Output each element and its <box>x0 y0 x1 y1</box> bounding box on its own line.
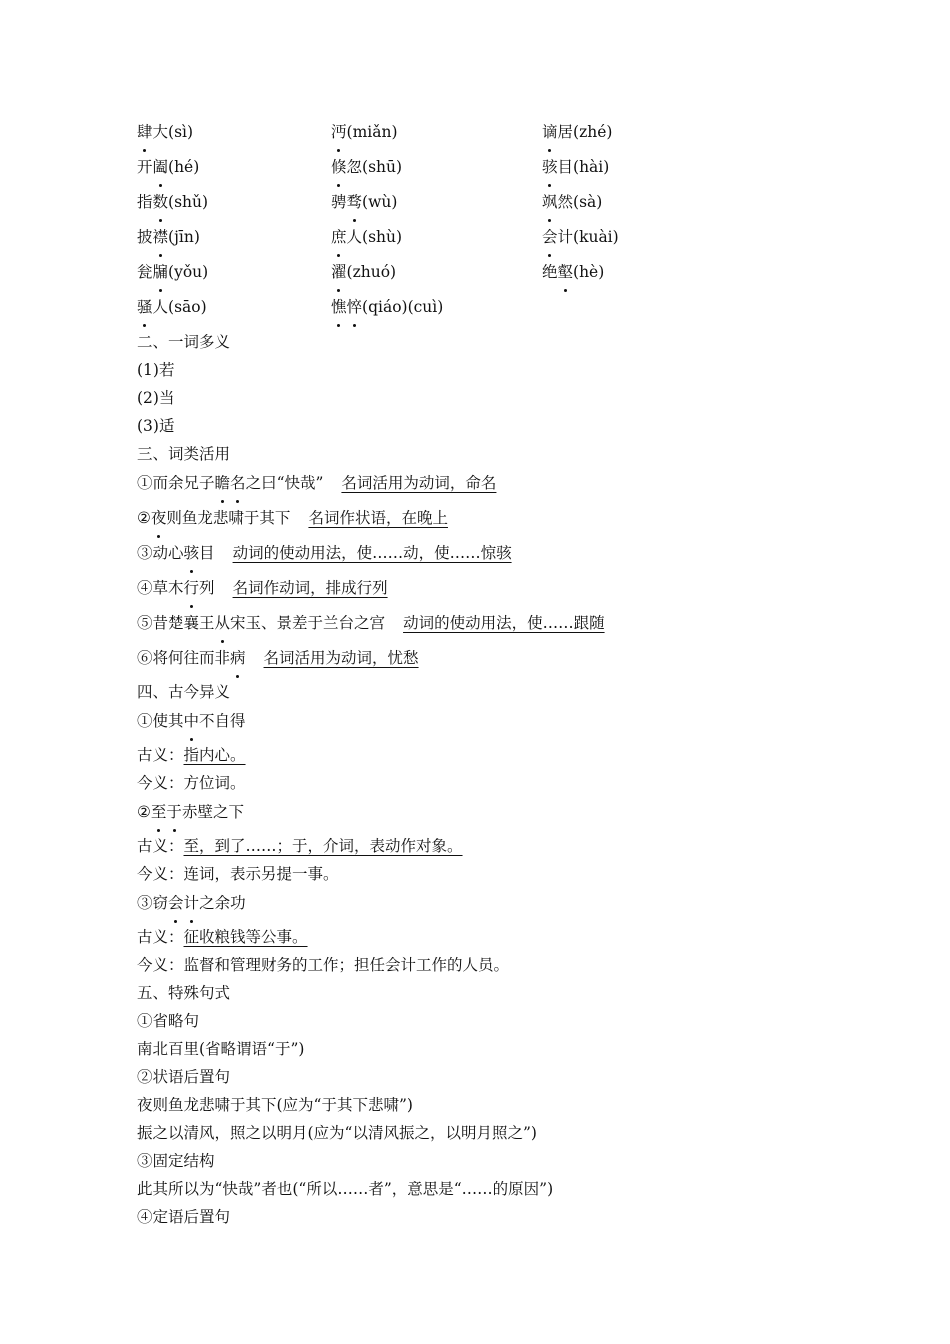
emphasis-dot-char: 骚 <box>137 293 153 322</box>
emphasis-dot-char: 瞻 <box>215 468 231 498</box>
polysemy-item: (2)当 <box>137 389 175 407</box>
emphasis-dot-char: 名 <box>230 468 246 498</box>
emphasis-dot-char: 夜 <box>151 503 167 533</box>
vocab-item: 会计(kuài) <box>542 223 742 258</box>
ancient-modern-phrase: ③窃会计之余功 <box>137 888 837 923</box>
page-content <box>137 118 837 1231</box>
emphasis-dot-char: 憔 <box>331 293 347 322</box>
answer-underlined: 指内心。 <box>183 746 246 764</box>
answer-underlined: 动词的使动用法，使……动，使……惊骇 <box>232 544 512 562</box>
ancient-meaning: 古义：至，到了……；于，介词，表动作对象。 <box>137 837 463 855</box>
emphasis-dot-char: 飒 <box>542 188 558 217</box>
vocab-item: 肆大(sì) <box>137 118 331 153</box>
emphasis-dot-char: 病 <box>230 643 246 673</box>
special-sentence-line: ③固定结构 <box>137 1152 215 1170</box>
emphasis-dot-char: 行 <box>184 573 200 603</box>
vocab-item: 谪居(zhé) <box>542 118 742 153</box>
vocab-item: 开阖(hé) <box>137 153 331 188</box>
vocab-item: 庶人(shù) <box>331 223 542 258</box>
emphasis-dot-char: 襟 <box>153 223 169 252</box>
emphasis-dot-char: 至 <box>151 797 167 827</box>
answer-underlined: 名词活用为动词，忧愁 <box>263 649 419 667</box>
polysemy-item: (1)若 <box>137 361 175 379</box>
word-class-item: ⑥将何往而非病 名词活用为动词，忧愁 <box>137 643 837 678</box>
emphasis-dot-char: 中 <box>184 706 200 736</box>
answer-underlined: 征收粮钱等公事。 <box>183 928 308 946</box>
vocab-item: 憔悴(qiáo)(cuì) <box>331 293 542 328</box>
section-heading-ancient-modern: 四、古今异义 <box>137 683 231 701</box>
answer-underlined: 至，到了……；于，介词，表动作对象。 <box>183 837 463 855</box>
emphasis-dot-char: 会 <box>542 223 558 252</box>
emphasis-dot-char: 壑 <box>558 258 574 287</box>
emphasis-dot-char: 计 <box>184 888 200 918</box>
word-class-item: ①而余兄子瞻名之曰“快哉” 名词活用为动词，命名 <box>137 468 837 503</box>
special-sentence-line: ②状语后置句 <box>137 1068 231 1086</box>
special-sentence-line: ①省略句 <box>137 1012 200 1030</box>
emphasis-dot-char: 倏 <box>331 153 347 182</box>
emphasis-dot-char: 阖 <box>153 153 169 182</box>
word-class-item: ⑤昔楚襄王从宋玉、景差于兰台之宫 动词的使动用法，使……跟随 <box>137 608 837 643</box>
section-heading-polysemy: 二、一词多义 <box>137 333 231 351</box>
vocab-item: 骇目(hài) <box>542 153 742 188</box>
modern-meaning: 今义：连词，表示另提一事。 <box>137 865 339 883</box>
emphasis-dot-char: 沔 <box>331 118 347 147</box>
emphasis-dot-char: 从 <box>215 608 231 638</box>
emphasis-dot-char: 骇 <box>542 153 558 182</box>
vocab-item: 飒然(sà) <box>542 188 742 223</box>
emphasis-dot-char: 悴 <box>347 293 363 322</box>
word-class-item: ③动心骇目 动词的使动用法，使……动，使……惊骇 <box>137 538 837 573</box>
vocab-item: 绝壑(hè) <box>542 258 742 293</box>
emphasis-dot-char: 庶 <box>331 223 347 252</box>
vocab-grid <box>137 118 837 328</box>
section-heading-word-class: 三、词类活用 <box>137 445 231 463</box>
answer-underlined: 名词作动词，排成行列 <box>232 579 388 597</box>
ancient-modern-phrase: ②至于赤壁之下 <box>137 797 837 832</box>
special-sentence-line: 此其所以为“快哉”者也(“所以……者”，意思是“……的原因”) <box>137 1180 554 1198</box>
word-class-item: ②夜则鱼龙悲啸于其下 名词作状语，在晚上 <box>137 503 837 538</box>
word-class-item: ④草木行列 名词作动词，排成行列 <box>137 573 837 608</box>
emphasis-dot-char: 于 <box>166 797 182 827</box>
emphasis-dot-char: 谪 <box>542 118 558 147</box>
vocab-item: 瓮牖(yǒu) <box>137 258 331 293</box>
ancient-meaning: 古义：征收粮钱等公事。 <box>137 928 308 946</box>
emphasis-dot-char: 数 <box>153 188 169 217</box>
special-sentence-line: 振之以清风，照之以明月(应为“以清风振之，以明月照之”) <box>137 1124 537 1142</box>
special-sentence-line: 夜则鱼龙悲啸于其下(应为“于其下悲啸”) <box>137 1096 413 1114</box>
emphasis-dot-char: 骇 <box>184 538 200 568</box>
emphasis-dot-char <box>151 803 182 821</box>
answer-underlined: 名词活用为动词，命名 <box>341 474 497 492</box>
vocab-item: 倏忽(shū) <box>331 153 542 188</box>
modern-meaning: 今义：方位词。 <box>137 774 246 792</box>
vocab-item: 指数(shǔ) <box>137 188 331 223</box>
vocab-item: 濯(zhuó) <box>331 258 542 293</box>
special-sentence-line: ④定语后置句 <box>137 1208 231 1226</box>
emphasis-dot-char <box>168 894 199 912</box>
emphasis-dot-char: 牖 <box>153 258 169 287</box>
polysemy-item: (3)适 <box>137 417 175 435</box>
vocab-item: 骚人(sāo) <box>137 293 331 328</box>
modern-meaning: 今义：监督和管理财务的工作；担任会计工作的人员。 <box>137 956 510 974</box>
emphasis-dot-char: 骛 <box>347 188 363 217</box>
section-heading-special-sentences: 五、特殊句式 <box>137 984 231 1002</box>
vocab-item: 骋骛(wù) <box>331 188 542 223</box>
answer-underlined: 名词作状语，在晚上 <box>308 509 448 527</box>
emphasis-dot-char: 肆 <box>137 118 153 147</box>
ancient-modern-phrase: ①使其中不自得 <box>137 706 837 741</box>
answer-underlined: 动词的使动用法，使……跟随 <box>403 614 605 632</box>
ancient-meaning: 古义：指内心。 <box>137 746 246 764</box>
emphasis-dot-char <box>331 298 362 316</box>
vocab-item: 披襟(jīn) <box>137 223 331 258</box>
emphasis-dot-char: 会 <box>168 888 184 918</box>
special-sentence-line: 南北百里(省略谓语“于”) <box>137 1040 305 1058</box>
emphasis-dot-char: 濯 <box>331 258 347 287</box>
vocab-item: 沔(miǎn) <box>331 118 542 153</box>
